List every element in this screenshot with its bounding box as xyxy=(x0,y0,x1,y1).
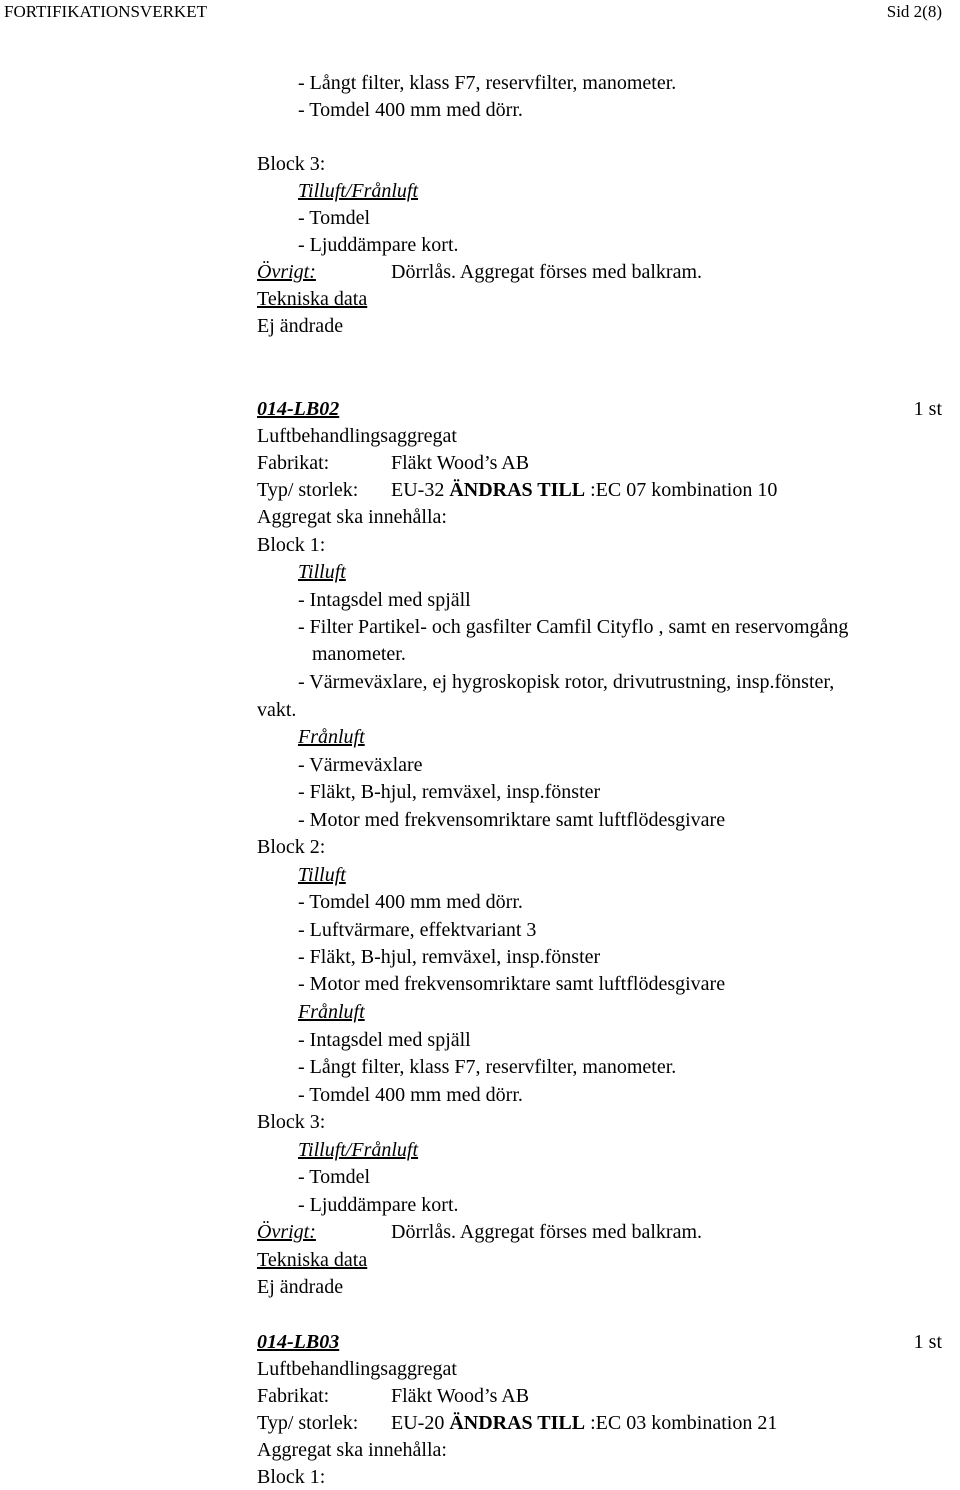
header-organization: FORTIFIKATIONSVERKET xyxy=(4,2,207,21)
ovrigt-line xyxy=(257,1219,702,1245)
block-heading: Block 2: xyxy=(257,836,326,858)
typ-label: Typ/ storlek: xyxy=(257,1412,359,1434)
text-line: - Filter Partikel- och gasfilter Camfil Cityflo , samt en reservomgång xyxy=(298,616,849,638)
ovrigt-text: Dörrlås. Aggregat förses med balkram. xyxy=(391,261,703,283)
text-line: Aggregat ska innehålla: xyxy=(257,1439,447,1461)
typ-old: EU-32 xyxy=(391,479,445,501)
text-line: - Motor med frekvensomriktare samt luftflödesgivare xyxy=(298,973,726,995)
typ-old: EU-20 xyxy=(391,1412,445,1434)
text-line: - Tomdel xyxy=(298,207,371,229)
block-heading: Block 1: xyxy=(257,1466,326,1488)
text-line: - Fläkt, B-hjul, remväxel, insp.fönster xyxy=(298,946,601,968)
ovrigt-label: Övrigt: xyxy=(257,1221,316,1243)
fabrikat-value: Fläkt Wood’s AB xyxy=(391,452,530,474)
text-line: - Ljuddämpare kort. xyxy=(298,234,459,256)
text-line: Ej ändrade xyxy=(257,1276,344,1298)
item-id: 014-LB03 xyxy=(257,1331,340,1353)
text-line: Aggregat ska innehålla: xyxy=(257,506,447,528)
text-line: - Tomdel 400 mm med dörr. xyxy=(298,1084,523,1106)
item-type: Luftbehandlingsaggregat xyxy=(257,1358,457,1380)
text-line: - Värmeväxlare xyxy=(298,754,423,776)
ovrigt-label: Övrigt: xyxy=(257,261,316,283)
section-heading: Tilluft/Frånluft xyxy=(298,1139,419,1161)
text-line: - Intagsdel med spjäll xyxy=(298,1029,471,1051)
ovrigt-text: Dörrlås. Aggregat förses med balkram. xyxy=(391,1221,703,1243)
typ-change-label: ÄNDRAS TILL xyxy=(449,1412,586,1434)
ovrigt-line xyxy=(257,259,702,285)
text-line: - Tomdel 400 mm med dörr. xyxy=(298,99,523,121)
fabrikat-value: Fläkt Wood’s AB xyxy=(391,1385,530,1407)
typ-line xyxy=(257,1410,777,1436)
fabrikat-label: Fabrikat: xyxy=(257,452,330,474)
text-line: - Långt filter, klass F7, reservfilter, manometer. xyxy=(298,72,677,94)
tekniska-data-heading: Tekniska data xyxy=(257,1249,368,1271)
header-page-number: Sid 2(8) xyxy=(886,2,942,21)
block-heading: Block 3: xyxy=(257,153,326,175)
block-heading: Block 1: xyxy=(257,534,326,556)
item-quantity: 1 st xyxy=(913,398,942,420)
text-line: - Tomdel 400 mm med dörr. xyxy=(298,891,523,913)
fabrikat-line xyxy=(257,1383,529,1409)
item-id: 014-LB02 xyxy=(257,398,340,420)
section-heading: Tilluft xyxy=(298,561,346,583)
section-heading: Tilluft/Frånluft xyxy=(298,180,419,202)
section-heading: Tilluft xyxy=(298,864,346,886)
text-line: - Intagsdel med spjäll xyxy=(298,589,471,611)
typ-new: :EC 07 kombination 10 xyxy=(590,479,778,501)
typ-change-label: ÄNDRAS TILL xyxy=(449,479,586,501)
item-quantity: 1 st xyxy=(913,1331,942,1353)
text-line: - Långt filter, klass F7, reservfilter, manometer. xyxy=(298,1056,677,1078)
text-line: - Fläkt, B-hjul, remväxel, insp.fönster xyxy=(298,781,601,803)
section-heading: Frånluft xyxy=(298,726,365,748)
tekniska-data-heading: Tekniska data xyxy=(257,288,368,310)
typ-new: :EC 03 kombination 21 xyxy=(590,1412,778,1434)
text-line: vakt. xyxy=(257,699,297,721)
typ-line xyxy=(257,477,777,503)
text-line: - Värmeväxlare, ej hygroskopisk rotor, drivutrustning, insp.fönster, xyxy=(298,671,835,693)
text-line: - Tomdel xyxy=(298,1166,371,1188)
text-line: manometer. xyxy=(312,643,406,665)
section-heading: Frånluft xyxy=(298,1001,365,1023)
text-line: - Luftvärmare, effektvariant 3 xyxy=(298,919,537,941)
text-line: - Motor med frekvensomriktare samt luftflödesgivare xyxy=(298,809,726,831)
text-line: Ej ändrade xyxy=(257,315,344,337)
item-type: Luftbehandlingsaggregat xyxy=(257,425,457,447)
block-heading: Block 3: xyxy=(257,1111,326,1133)
typ-label: Typ/ storlek: xyxy=(257,479,359,501)
fabrikat-label: Fabrikat: xyxy=(257,1385,330,1407)
text-line: - Ljuddämpare kort. xyxy=(298,1194,459,1216)
fabrikat-line xyxy=(257,450,529,476)
